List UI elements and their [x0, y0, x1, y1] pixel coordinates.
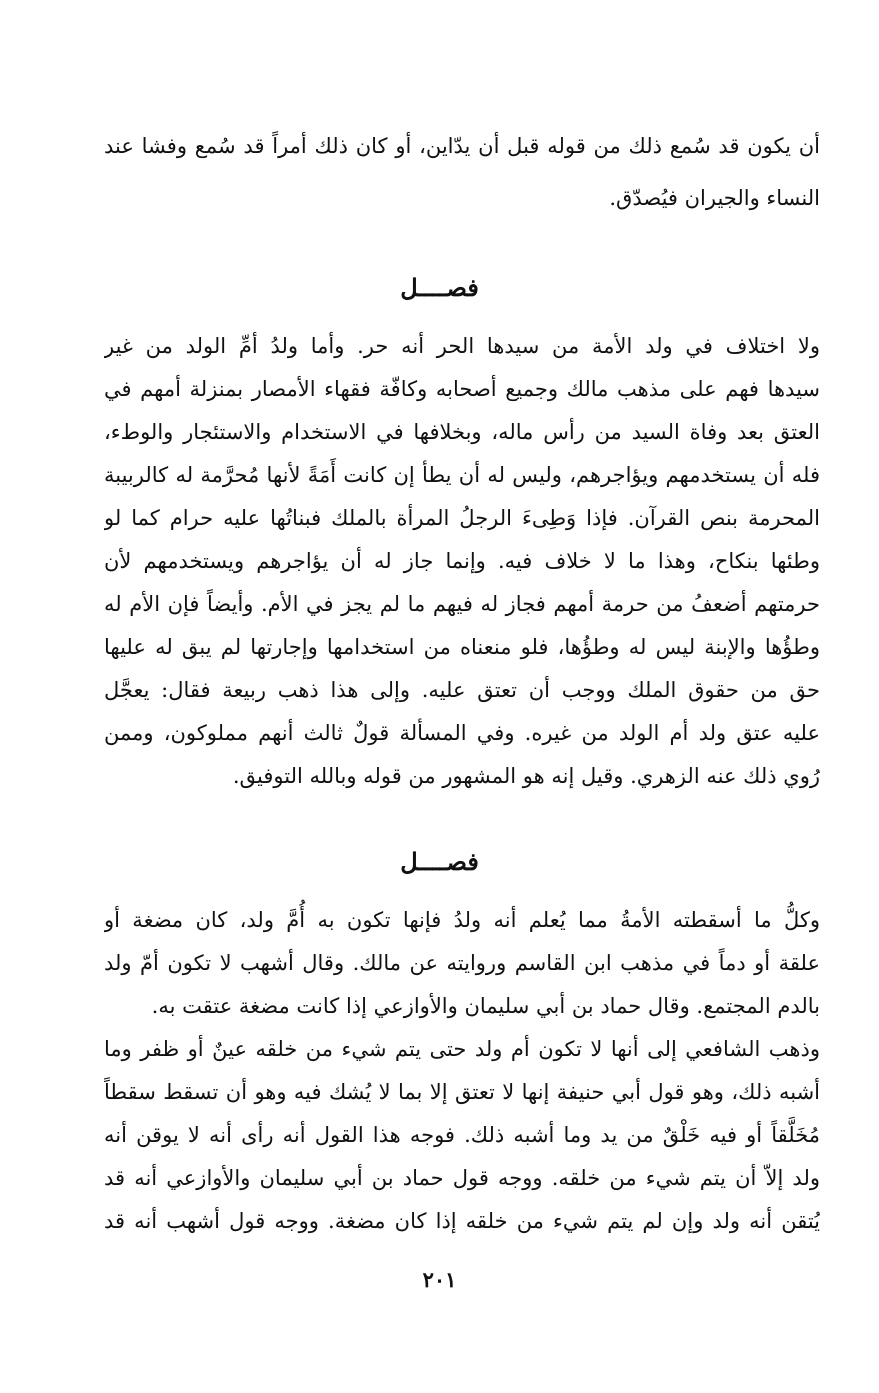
- page-number: ٢٠١: [422, 1267, 457, 1292]
- section1-line-11: رُوي ذلك عنه الزهري. وقيل إنه هو المشهور من قوله وبالله التوفيق.: [232, 764, 820, 788]
- section2-line-1: وكلُّ ما أسقطته الأمةُ مما يُعلم أنه ولدُ فإنها تكون به أُمَّ ولد، كان مضغة أو: [104, 908, 820, 932]
- section2-line-5: أشبه ذلك، وهو قول أبي حنيفة إنها لا تعتق إلا بما لا يُشك فيه وهو أن تسقط سقطاً: [104, 1080, 820, 1104]
- section1-line-8: وطؤُها والإبنة ليس له وطؤُها، فلو منعناه من استخدامها وإجارتها لم يبق له عليها: [104, 635, 820, 659]
- section2-line-3: بالدم المجتمع. وقال حماد بن أبي سليمان والأوازعي إذا كانت مضغة عتقت به.: [151, 994, 820, 1018]
- section2-line-4: وذهب الشافعي إلى أنها لا تكون أم ولد حتى يتم شيء من خلقه عينٌ أو ظفر وما: [104, 1037, 820, 1061]
- section2-line-6: مُخَلَّقاً أو فيه خَلْقٌ من يد وما أشبه ذلك. فوجه هذا القول أنه رأى أنه لا يوقن أنه: [104, 1123, 820, 1147]
- section2-line-2: علقة أو دماً في مذهب ابن القاسم وروايته عن مالك. وقال أشهب لا تكون أمّ ولد: [104, 951, 820, 975]
- section1-line-2: سيدها فهم على مذهب مالك وجميع أصحابه وكافّة فقهاء الأمصار بمنزلة أمهم في: [104, 377, 820, 401]
- section1-line-10: عليه عتق ولد أم الولد من غيره. وفي المسألة قولٌ ثالث أنهم مملوكون، وممن: [104, 721, 820, 745]
- section2-line-8: يُتقن أنه ولد وإن لم يتم شيء من خلقه إذا كان مضغة. ووجه قول أشهب أنه قد: [104, 1209, 820, 1233]
- intro-line-1: أن يكون قد سُمع ذلك من قوله قبل أن يدّاين، أو كان ذلك أمراً قد سُمع وفشا عند: [104, 134, 820, 158]
- section1-line-9: حق من حقوق الملك ووجب أن تعتق عليه. وإلى هذا ذهب ربيعة فقال: يعجَّل: [104, 678, 820, 702]
- section1-line-5: المحرمة بنص القرآن. فإذا وَطِىءَ الرجلُ المرأة بالملك فبناتُها عليه حرام كما لو: [104, 506, 820, 530]
- section1-line-6: وطئها بنكاح، وهذا ما لا خلاف فيه. وإنما جاز له أن يؤاجرهم ويستخدمهم لأن: [104, 549, 820, 573]
- section-heading-1: فصــــل: [400, 273, 479, 302]
- section1-line-3: العتق بعد وفاة السيد من رأس ماله، وبخلافها في الاستخدام والاستئجار والوطء،: [104, 420, 820, 444]
- section1-line-1: ولا اختلاف في ولد الأمة من سيدها الحر أنه حر. وأما ولدُ أمِّ الولد من غير: [104, 334, 820, 358]
- section-heading-2: فصــــل: [400, 847, 479, 876]
- section2-line-7: ولد إلاّ أن يتم شيء من خلقه. ووجه قول حماد بن أبي سليمان والأوازعي أنه قد: [104, 1166, 820, 1190]
- section1-line-7: حرمتهم أضعفُ من حرمة أمهم فجاز له فيهم ما لم يجز في الأم. وأيضاً فإن الأم له: [104, 592, 820, 616]
- intro-line-2: النساء والجيران فيُصدّق.: [609, 186, 820, 210]
- section1-line-4: فله أن يستخدمهم ويؤاجرهم، وليس له أن يطأ إن كانت أَمَةً لأنها مُحرَّمة له كالربيبة: [104, 463, 820, 487]
